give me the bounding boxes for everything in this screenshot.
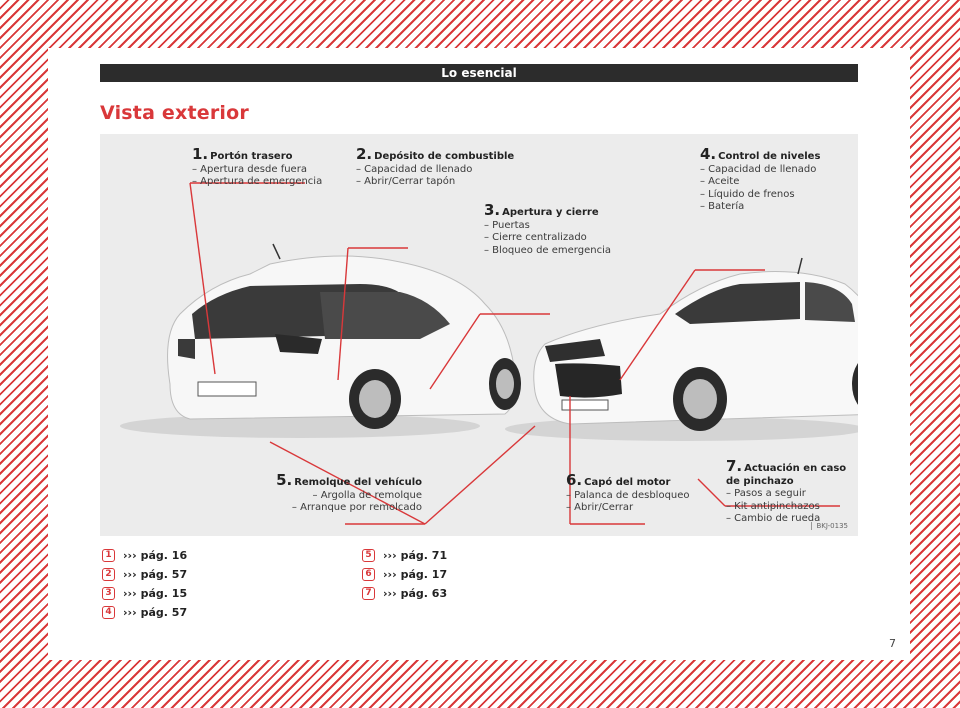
reference-link[interactable]: pág. 63 xyxy=(400,587,448,600)
reference-arrows: ››› xyxy=(123,568,137,581)
callout-1 xyxy=(192,145,323,189)
reference-badge: 4 xyxy=(102,606,115,619)
callout-number: 1. xyxy=(192,145,209,163)
reference-link[interactable]: pág. 16 xyxy=(140,549,188,562)
callout-number: 4. xyxy=(700,145,717,163)
callout-item: – Abrir/Cerrar xyxy=(566,502,634,513)
callout-3 xyxy=(484,201,611,257)
reference-arrows: ››› xyxy=(383,549,397,562)
callout-title: Remolque del vehículo xyxy=(294,477,422,488)
reference-link[interactable]: pág. 17 xyxy=(400,568,448,581)
reference-list-right xyxy=(362,546,447,603)
vehicle-exterior-figure xyxy=(100,134,858,536)
callout-number: 2. xyxy=(356,145,373,163)
callout-number: 6. xyxy=(566,471,583,489)
reference-badge: 3 xyxy=(102,587,115,600)
page-title: Vista exterior xyxy=(100,102,249,124)
manual-page xyxy=(48,48,910,660)
reference-arrows: ››› xyxy=(123,587,137,600)
reference-badge: 2 xyxy=(102,568,115,581)
callout-item: – Puertas xyxy=(484,219,530,231)
reference-row xyxy=(362,584,447,603)
callout-item: – Pasos a seguir xyxy=(726,488,806,499)
callout-7 xyxy=(726,457,858,526)
callout-5 xyxy=(276,471,422,515)
figure-code: BKJ-0135 xyxy=(811,522,848,530)
callout-item: – Aceite xyxy=(700,176,740,187)
callout-number: 3. xyxy=(484,201,501,219)
callout-title: Portón trasero xyxy=(210,151,293,162)
reference-arrows: ››› xyxy=(383,568,397,581)
callout-item: – Abrir/Cerrar tapón xyxy=(356,176,456,187)
callout-title: Actuación en caso de pinchazo xyxy=(726,463,847,487)
callout-pointer-5b xyxy=(425,426,535,524)
callout-number: 5. xyxy=(276,471,293,489)
callout-item: – Bloqueo de emergencia xyxy=(484,244,611,256)
callout-item: – Apertura de emergencia xyxy=(192,176,323,187)
callout-item: – Argolla de remolque xyxy=(312,489,422,501)
callout-item: – Cierre centralizado xyxy=(484,232,587,243)
page-number: 7 xyxy=(889,637,896,650)
reference-link[interactable]: pág. 71 xyxy=(400,549,448,562)
callout-item: – Líquido de frenos xyxy=(700,188,795,200)
callout-number: 7. xyxy=(726,457,743,475)
reference-badge: 7 xyxy=(362,587,375,600)
callout-item: – Cambio de rueda xyxy=(726,513,821,524)
callout-item: – Capacidad de llenado xyxy=(356,163,473,175)
callout-item: – Capacidad de llenado xyxy=(700,163,817,175)
reference-link[interactable]: pág. 15 xyxy=(140,587,188,600)
reference-row xyxy=(362,546,447,565)
callout-item: – Apertura desde fuera xyxy=(192,163,307,175)
callout-6 xyxy=(566,471,690,515)
callout-4 xyxy=(700,145,821,214)
reference-link[interactable]: pág. 57 xyxy=(140,606,188,619)
callout-item: – Palanca de desbloqueo xyxy=(566,489,690,501)
front-car-illustration xyxy=(505,258,858,441)
callout-pointer-7 xyxy=(698,479,725,506)
callout-title: Capó del motor xyxy=(584,477,671,488)
reference-row xyxy=(102,565,187,584)
reference-row xyxy=(362,565,447,584)
reference-link[interactable]: pág. 57 xyxy=(140,568,188,581)
callout-title: Depósito de combustible xyxy=(374,151,515,162)
reference-row xyxy=(102,603,187,622)
callout-item: – Arranque por remolcado xyxy=(291,502,422,513)
section-header: Lo esencial xyxy=(100,64,858,82)
reference-row xyxy=(102,584,187,603)
rear-car-illustration xyxy=(120,244,521,438)
reference-arrows: ››› xyxy=(123,606,137,619)
reference-list-left xyxy=(102,546,187,622)
reference-arrows: ››› xyxy=(123,549,137,562)
reference-arrows: ››› xyxy=(383,587,397,600)
reference-badge: 6 xyxy=(362,568,375,581)
callout-item: – Batería xyxy=(700,201,745,212)
callout-2 xyxy=(356,145,515,189)
callout-title: Apertura y cierre xyxy=(502,207,599,218)
reference-row xyxy=(102,546,187,565)
callout-item: – Kit antipinchazos xyxy=(726,500,820,512)
callout-title: Control de niveles xyxy=(718,151,821,162)
reference-badge: 5 xyxy=(362,549,375,562)
reference-badge: 1 xyxy=(102,549,115,562)
